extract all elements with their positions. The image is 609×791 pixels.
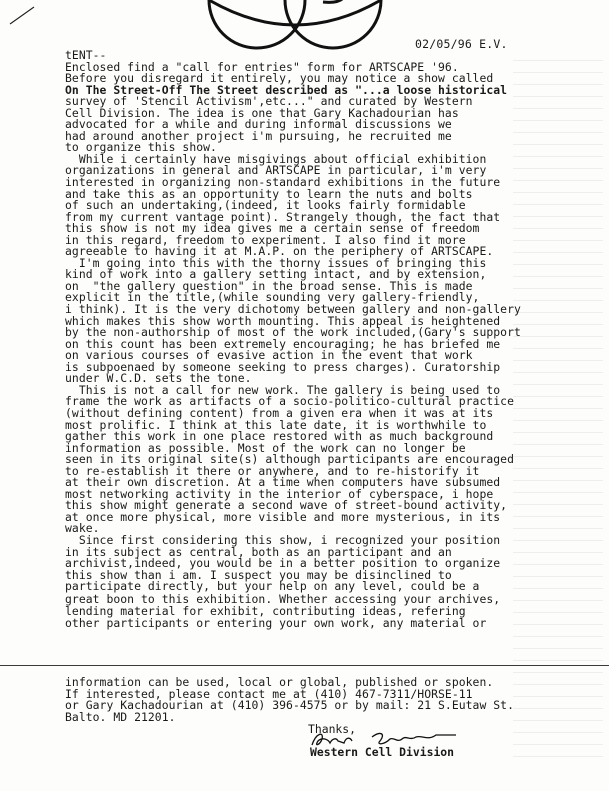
letter-body-continued [65, 677, 600, 723]
letter-date: 02/05/96 E.V. [415, 37, 508, 51]
body-line: at once more physical, more visible and more mysterious, in its [65, 509, 501, 524]
body-line: information can be used, local or global, published or spoken. [65, 675, 494, 689]
body-line: most networking activity in the interior of cyberspace, i hope [65, 486, 494, 501]
body-line: most prolific. I think at this late date, it is worthwhile to [65, 417, 487, 432]
body-line: agreeable to having it at M.A.P. on the periphery of ARTSCAPE. [65, 244, 494, 259]
body-line: or Gary Kachadourian at (410) 396-4575 or by mail: 21 S.Eutaw St. [65, 698, 515, 713]
body-line: by the non-authorship of most of the work included,(Gary's support [65, 325, 521, 340]
body-line: information as possible. Most of the work can no longer be [65, 440, 466, 455]
body-line: is subpoenaed by someone seeking to press charges). Curatorship [65, 359, 501, 374]
body-line: this show is not my idea gives me a certain sense of freedom [65, 221, 480, 236]
body-line: Enclosed find a "call for entries" form for ARTSCAPE '96. [65, 59, 459, 74]
letter-body [65, 50, 600, 629]
body-line: On The Street-Off The Street described as "...a loose historical [65, 82, 508, 97]
salutation: tENT-- [65, 48, 107, 62]
body-line: If interested, please contact me at (410) 467-7311/HORSE-11 [65, 686, 473, 701]
body-line: great boon to this exhibition. Whether accessing your archives, [65, 591, 501, 606]
body-line: gather this work in one place restored with as much background [65, 429, 494, 444]
body-line: This is not a call for new work. The gallery is being used to [65, 382, 501, 397]
body-line: explicit in the title,(while sounding very gallery-friendly, [65, 290, 480, 305]
body-line: from my current vantage point). Strangely though, the fact that [65, 209, 501, 224]
body-line: to re-establish it there or anywhere, and to re-historify it [65, 463, 480, 478]
body-line: survey of 'Stencil Activism',etc..." and curated by Western [65, 94, 473, 109]
fold-line-divider [0, 665, 609, 666]
corner-pen-mark-icon [8, 4, 38, 26]
body-line: this show than i am. I suspect you may be disinclined to [65, 567, 452, 582]
body-line: at their own discretion. At a time when computers have subsumed [65, 475, 501, 490]
body-line: in this regard, freedom to experiment. I also find it more [65, 232, 466, 247]
body-line: of such an undertaking,(indeed, it looks fairly formidable [65, 198, 466, 213]
body-line: to organize this show. [65, 140, 217, 155]
body-line: i think). It is the very dichotomy between gallery and non-gallery [65, 302, 521, 317]
body-line: which makes this show worth mounting. This appeal is heightened [65, 313, 501, 328]
body-line: on "the gallery question" in the broad sense. This is made [65, 278, 473, 293]
body-line: participate directly, but your help on any level, could be a [65, 579, 480, 594]
body-line: had around another project i'm pursuing, he recruited me [65, 128, 452, 143]
body-line: in its subject as central, both as an participant and an [65, 544, 452, 559]
body-line: Cell Division. The idea is one that Gary Kachadourian has [65, 105, 459, 120]
body-line: While i certainly have misgivings about official exhibition [65, 151, 487, 166]
body-line: on this count has been extremely encouraging; he has briefed me [65, 336, 501, 351]
body-line: Since first considering this show, i recognized your position [65, 532, 501, 547]
body-line: frame the work as artifacts of a socio-politico-cultural practice [65, 394, 515, 409]
sender-name: Western Cell Division [310, 745, 455, 759]
body-line: interested in organizing non-standard exhibitions in the future [65, 175, 501, 190]
body-line: (without defining content) from a given era when it was at its [65, 405, 494, 420]
closing: Thanks, [308, 722, 357, 736]
body-line: this show might generate a second wave of street-bound activity, [65, 498, 508, 513]
body-line: other participants or entering your own work, any material or [65, 616, 487, 631]
body-line: Balto. MD 21201. [65, 709, 176, 724]
body-line: on various courses of evasive action in the event that work [65, 348, 473, 363]
body-line: seen in its original site(s) although participants are encouraged [65, 452, 515, 467]
body-line: I'm going into this with the thorny issues of bringing this [65, 255, 487, 270]
body-line: kind of work into a gallery setting intact, and by extension, [65, 267, 487, 282]
body-line: under W.C.D. sets the tone. [65, 371, 252, 386]
body-line: lending material for exhibit, contributing ideas, refering [65, 603, 466, 618]
body-line: Before you disregard it entirely, you may notice a show called [65, 71, 494, 86]
body-line: organizations in general and ARTSCAPE in particular, i'm very [65, 163, 487, 178]
body-line: archivist,indeed, you would be in a better position to organize [65, 556, 501, 571]
body-line: advocated for a while and during informal discussions we [65, 117, 452, 132]
body-line: wake. [65, 521, 100, 536]
body-line: and take this as an opportunity to learn the nuts and bolts [65, 186, 473, 201]
